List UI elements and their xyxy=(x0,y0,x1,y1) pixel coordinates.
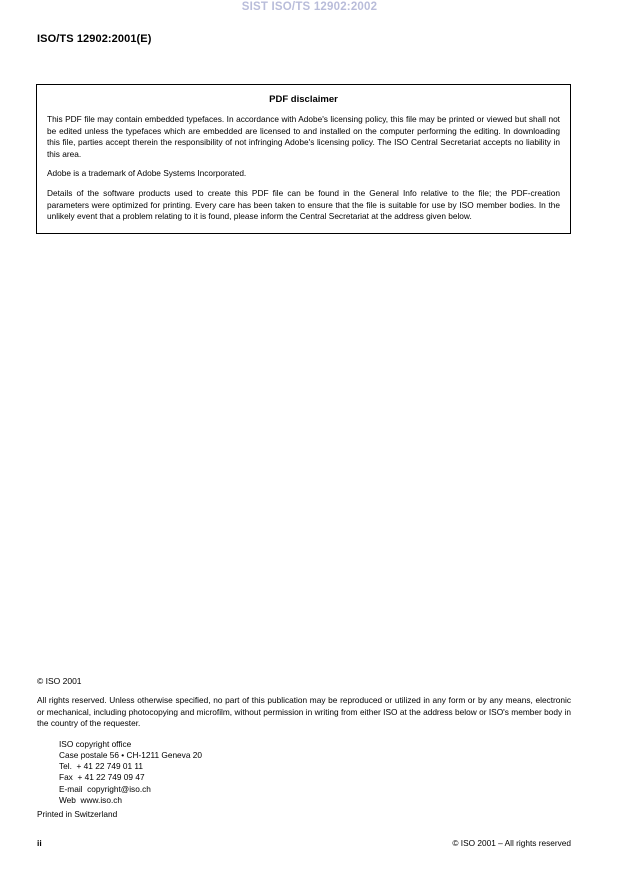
pdf-disclaimer-box xyxy=(36,84,571,234)
iso-copyright-office-address xyxy=(59,739,571,806)
address-line-email: E-mail copyright@iso.ch xyxy=(59,783,151,794)
footer-rights-statement: © ISO 2001 – All rights reserved xyxy=(452,838,571,848)
copyright-block xyxy=(37,676,571,819)
standard-watermark-header: SIST ISO/TS 12902:2002 xyxy=(241,1,378,13)
document-reference: ISO/TS 12902:2001(E) xyxy=(37,33,152,45)
pdf-disclaimer-paragraph: This PDF file may contain embedded typefaces. In accordance with Adobe's licensing policy, this file may be printed or viewed but shall not be edited unless the typefaces which are embedded are licensed to and installed on the computer performing the editing. In downloading this file, parties accept therein the responsibility of not infringing Adobe's licensing policy. The ISO Central Secretariat accepts no liability in this area. xyxy=(47,114,560,159)
address-line-office: ISO copyright office xyxy=(59,738,132,749)
address-line-tel: Tel. + 41 22 749 01 11 xyxy=(59,761,144,772)
address-line-postal: Case postale 56 • CH-1211 Geneva 20 xyxy=(59,749,202,760)
copyright-notice: © ISO 2001 xyxy=(37,676,82,686)
address-line-web: Web www.iso.ch xyxy=(59,794,123,805)
address-line-fax: Fax + 41 22 749 09 47 xyxy=(59,772,145,783)
printed-in-line: Printed in Switzerland xyxy=(37,809,118,819)
all-rights-reserved-paragraph: All rights reserved. Unless otherwise specified, no part of this publication may be reproduced or utilized in any form or by any means, electronic or mechanical, including photocopying and microfilm, without permission in writing from either ISO at the address below or ISO's member body in the country of the requester. xyxy=(37,695,571,729)
pdf-disclaimer-paragraph: Adobe is a trademark of Adobe Systems Incorporated. xyxy=(47,168,247,179)
pdf-disclaimer-paragraph: Details of the software products used to create this PDF file can be found in the General Info relative to the file; the PDF-creation parameters were optimized for printing. Every care has been taken to ensure that the file is suitable for use by ISO member bodies. In the unlikely event that a problem relating to it is found, please inform the Central Secretariat at the address given below. xyxy=(47,187,560,222)
page-footer xyxy=(37,838,571,848)
pdf-disclaimer-title: PDF disclaimer xyxy=(269,94,338,105)
footer-page-number: ii xyxy=(37,838,42,848)
